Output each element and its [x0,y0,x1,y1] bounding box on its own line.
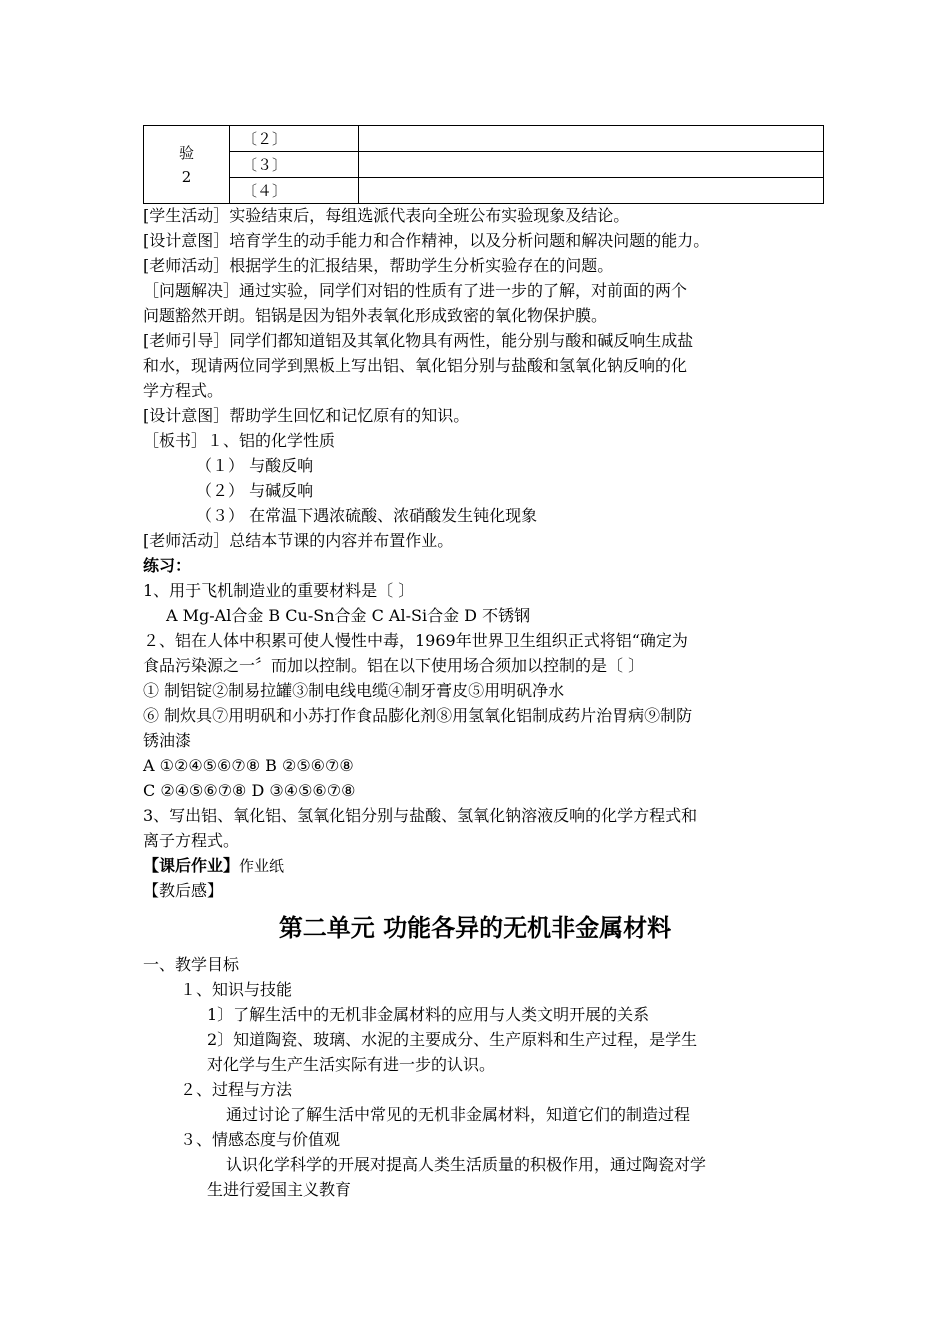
teacher-activity-line: [老师活动］总结本节课的内容并布置作业。 [143,531,454,550]
teacher-activity-line: [老师活动］根据学生的汇报结果，帮助学生分析实验存在的问题。 [143,256,614,275]
objective-item: 对化学与生产生活实际有进一步的认识。 [207,1055,496,1074]
blackboard-item: （２） 与碱反响 [196,481,314,500]
homework-line [143,854,284,878]
problem-solving-line: 问题豁然开朗。铝锅是因为铝外表氧化形成致密的氧化物保护膜。 [143,306,608,325]
table-row [144,178,824,204]
objective-item: 认识化学科学的开展对提高人类生活质量的积极作用，通过陶瓷对学 [226,1155,707,1174]
objective-item: 生进行爱国主义教育 [207,1180,352,1199]
unit-title: 第二单元 功能各异的无机非金属材料 [278,913,672,942]
teacher-guide-line: 学方程式。 [143,381,224,400]
experiment-label-line1: 验 [178,143,194,162]
question-2-items: ① 制铝锭②制易拉罐③制电线电缆④制牙膏皮⑤用明矾净水 [143,681,565,700]
student-activity-line: [学生活动］实验结束后，每组选派代表向全班公布实验现象及结论。 [143,206,630,225]
question-1: 1、用于飞机制造业的重要材料是〔 〕 [143,581,415,600]
objective-section: ３、情感态度与价值观 [180,1130,341,1149]
blackboard-item: （１） 与酸反响 [196,456,314,475]
blackboard-line: ［板书］１、铝的化学性质 [143,431,336,450]
homework-label: 【课后作业】 [143,856,240,875]
result-cell [359,152,824,178]
experiment-label-line2: 2 [181,167,192,186]
blackboard-item: （３） 在常温下遇浓硫酸、浓硝酸发生钝化现象 [196,506,538,525]
experiment-label-cell [144,126,230,204]
result-cell [359,178,824,204]
table-row [144,126,824,152]
step-cell: 〔４〕 [230,178,359,204]
question-2-options: C ②④⑤⑥⑦⑧ D ③④⑤⑥⑦⑧ [143,781,356,800]
objective-item: 1〕了解生活中的无机非金属材料的应用与人类文明开展的关系 [207,1005,650,1024]
objective-section: １、知识与技能 [180,980,293,999]
reflection-label: 【教后感】 [143,881,224,900]
teacher-guide-line: [老师引导］同学们都知道铝及其氧化物具有两性，能分别与酸和碱反响生成盐 [143,331,694,350]
question-3: 3、写出铝、氧化铝、氢氧化铝分别与盐酸、氢氧化钠溶液反响的化学方程式和 [143,806,698,825]
question-2-items: ⑥ 制炊具⑦用明矾和小苏打作食品膨化剂⑧用氢氧化铝制成药片治胃病⑨制防 [143,706,693,725]
objective-item: 2〕知道陶瓷、玻璃、水泥的主要成分、生产原料和生产过程，是学生 [207,1030,698,1049]
objective-item: 通过讨论了解生活中常见的无机非金属材料，知道它们的制造过程 [226,1105,691,1124]
problem-solving-line: ［问题解决］通过实验，同学们对铝的性质有了进一步的了解，对前面的两个 [143,281,688,300]
exercise-heading: 练习： [143,556,192,575]
question-1-options: A Mg-Al合金 B Cu-Sn合金 C Al-Si合金 D 不锈钢 [166,606,531,625]
homework-value: 作业纸 [239,857,285,875]
table-row [144,152,824,178]
experiment-table [143,125,824,204]
question-3: 离子方程式。 [143,831,240,850]
question-2: ２、铝在人体中积累可使人慢性中毒，1969年世界卫生组织正式将铝“确定为 [143,631,688,650]
step-cell: 〔２〕 [230,126,359,152]
question-2-items: 锈油漆 [143,731,192,750]
objectives-heading: 一、教学目标 [143,955,240,974]
question-2: 食品污染源之一〞而加以控制。铝在以下使用场合须加以控制的是〔 〕 [143,656,645,675]
design-intent-line: [设计意图］帮助学生回忆和记忆原有的知识。 [143,406,470,425]
step-cell: 〔３〕 [230,152,359,178]
design-intent-line: [设计意图］培育学生的动手能力和合作精神，以及分析问题和解决问题的能力。 [143,231,710,250]
teacher-guide-line: 和水，现请两位同学到黑板上写出铝、氧化铝分别与盐酸和氢氧化钠反响的化 [143,356,688,375]
objective-section: ２、过程与方法 [180,1080,293,1099]
question-2-options: A ①②④⑤⑥⑦⑧ B ②⑤⑥⑦⑧ [143,756,354,775]
result-cell [359,126,824,152]
